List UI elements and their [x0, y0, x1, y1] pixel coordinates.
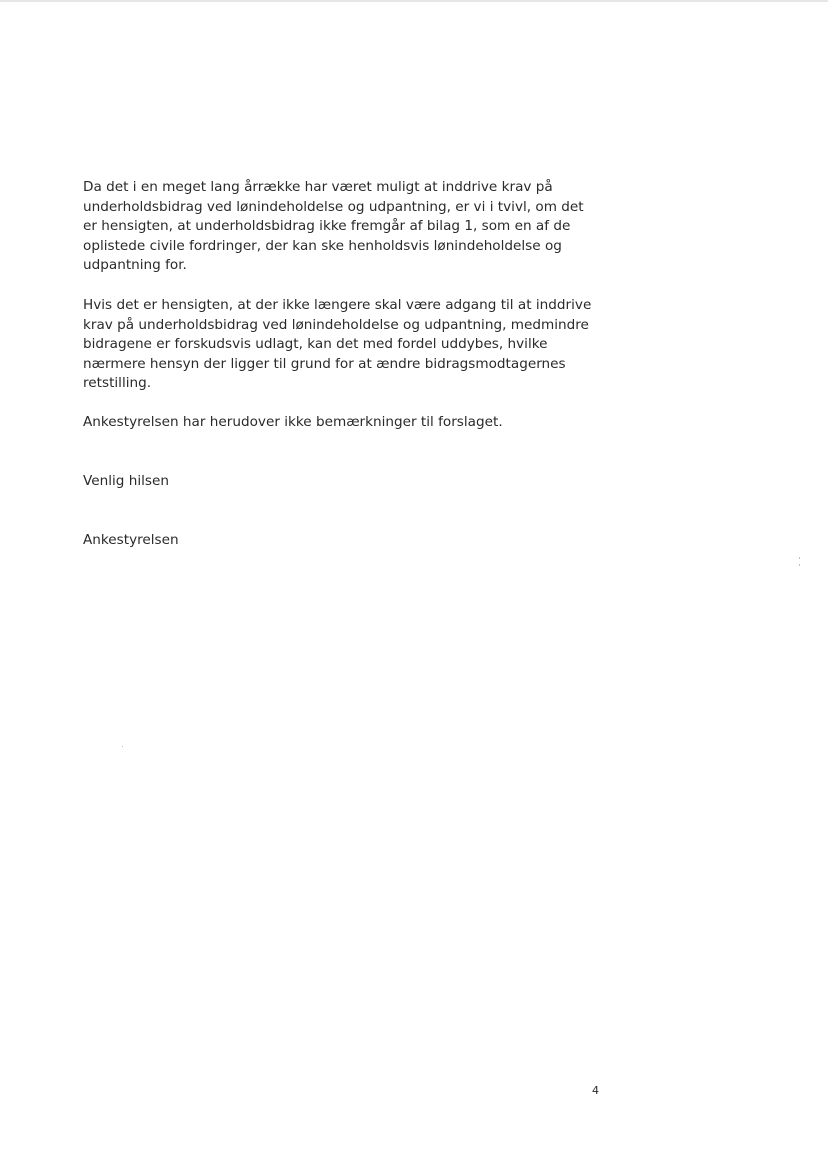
sender-name: Ankestyrelsen — [83, 532, 179, 548]
scan-speck — [799, 564, 800, 566]
closing-greeting: Venlig hilsen — [83, 473, 169, 489]
scan-top-edge — [0, 0, 828, 2]
paragraph-no-further-remarks: Ankestyrelsen har herudover ikke bemærkninger til forslaget. — [83, 414, 503, 430]
scan-speck — [122, 746, 123, 747]
scan-speck — [799, 557, 800, 559]
paragraph-underholdsbidrag-doubt: Da det i en meget lang årrække har været muligt at inddrive krav på underholdsbidrag ved lønindeholdelse og udpantning, er vi i tvivl, om det er hensigten, at underholdsbidrag ikke fremgår af bilag 1, som en af de oplistede civile fordringer, der kan ske henholdsvis lønindeholdelse og udpantning for. — [83, 179, 584, 273]
page-number: 4 — [592, 1084, 599, 1097]
paragraph-intent-question: Hvis det er hensigten, at der ikke længere skal være adgang til at inddrive krav på underholdsbidrag ved lønindeholdelse og udpantning, medmindre bidragene er forskudsvis udlagt, kan det med fordel uddybes, hvilke nærmere hensyn der ligger til grund for at ændre bidragsmodtagernes retstilling. — [83, 297, 592, 391]
